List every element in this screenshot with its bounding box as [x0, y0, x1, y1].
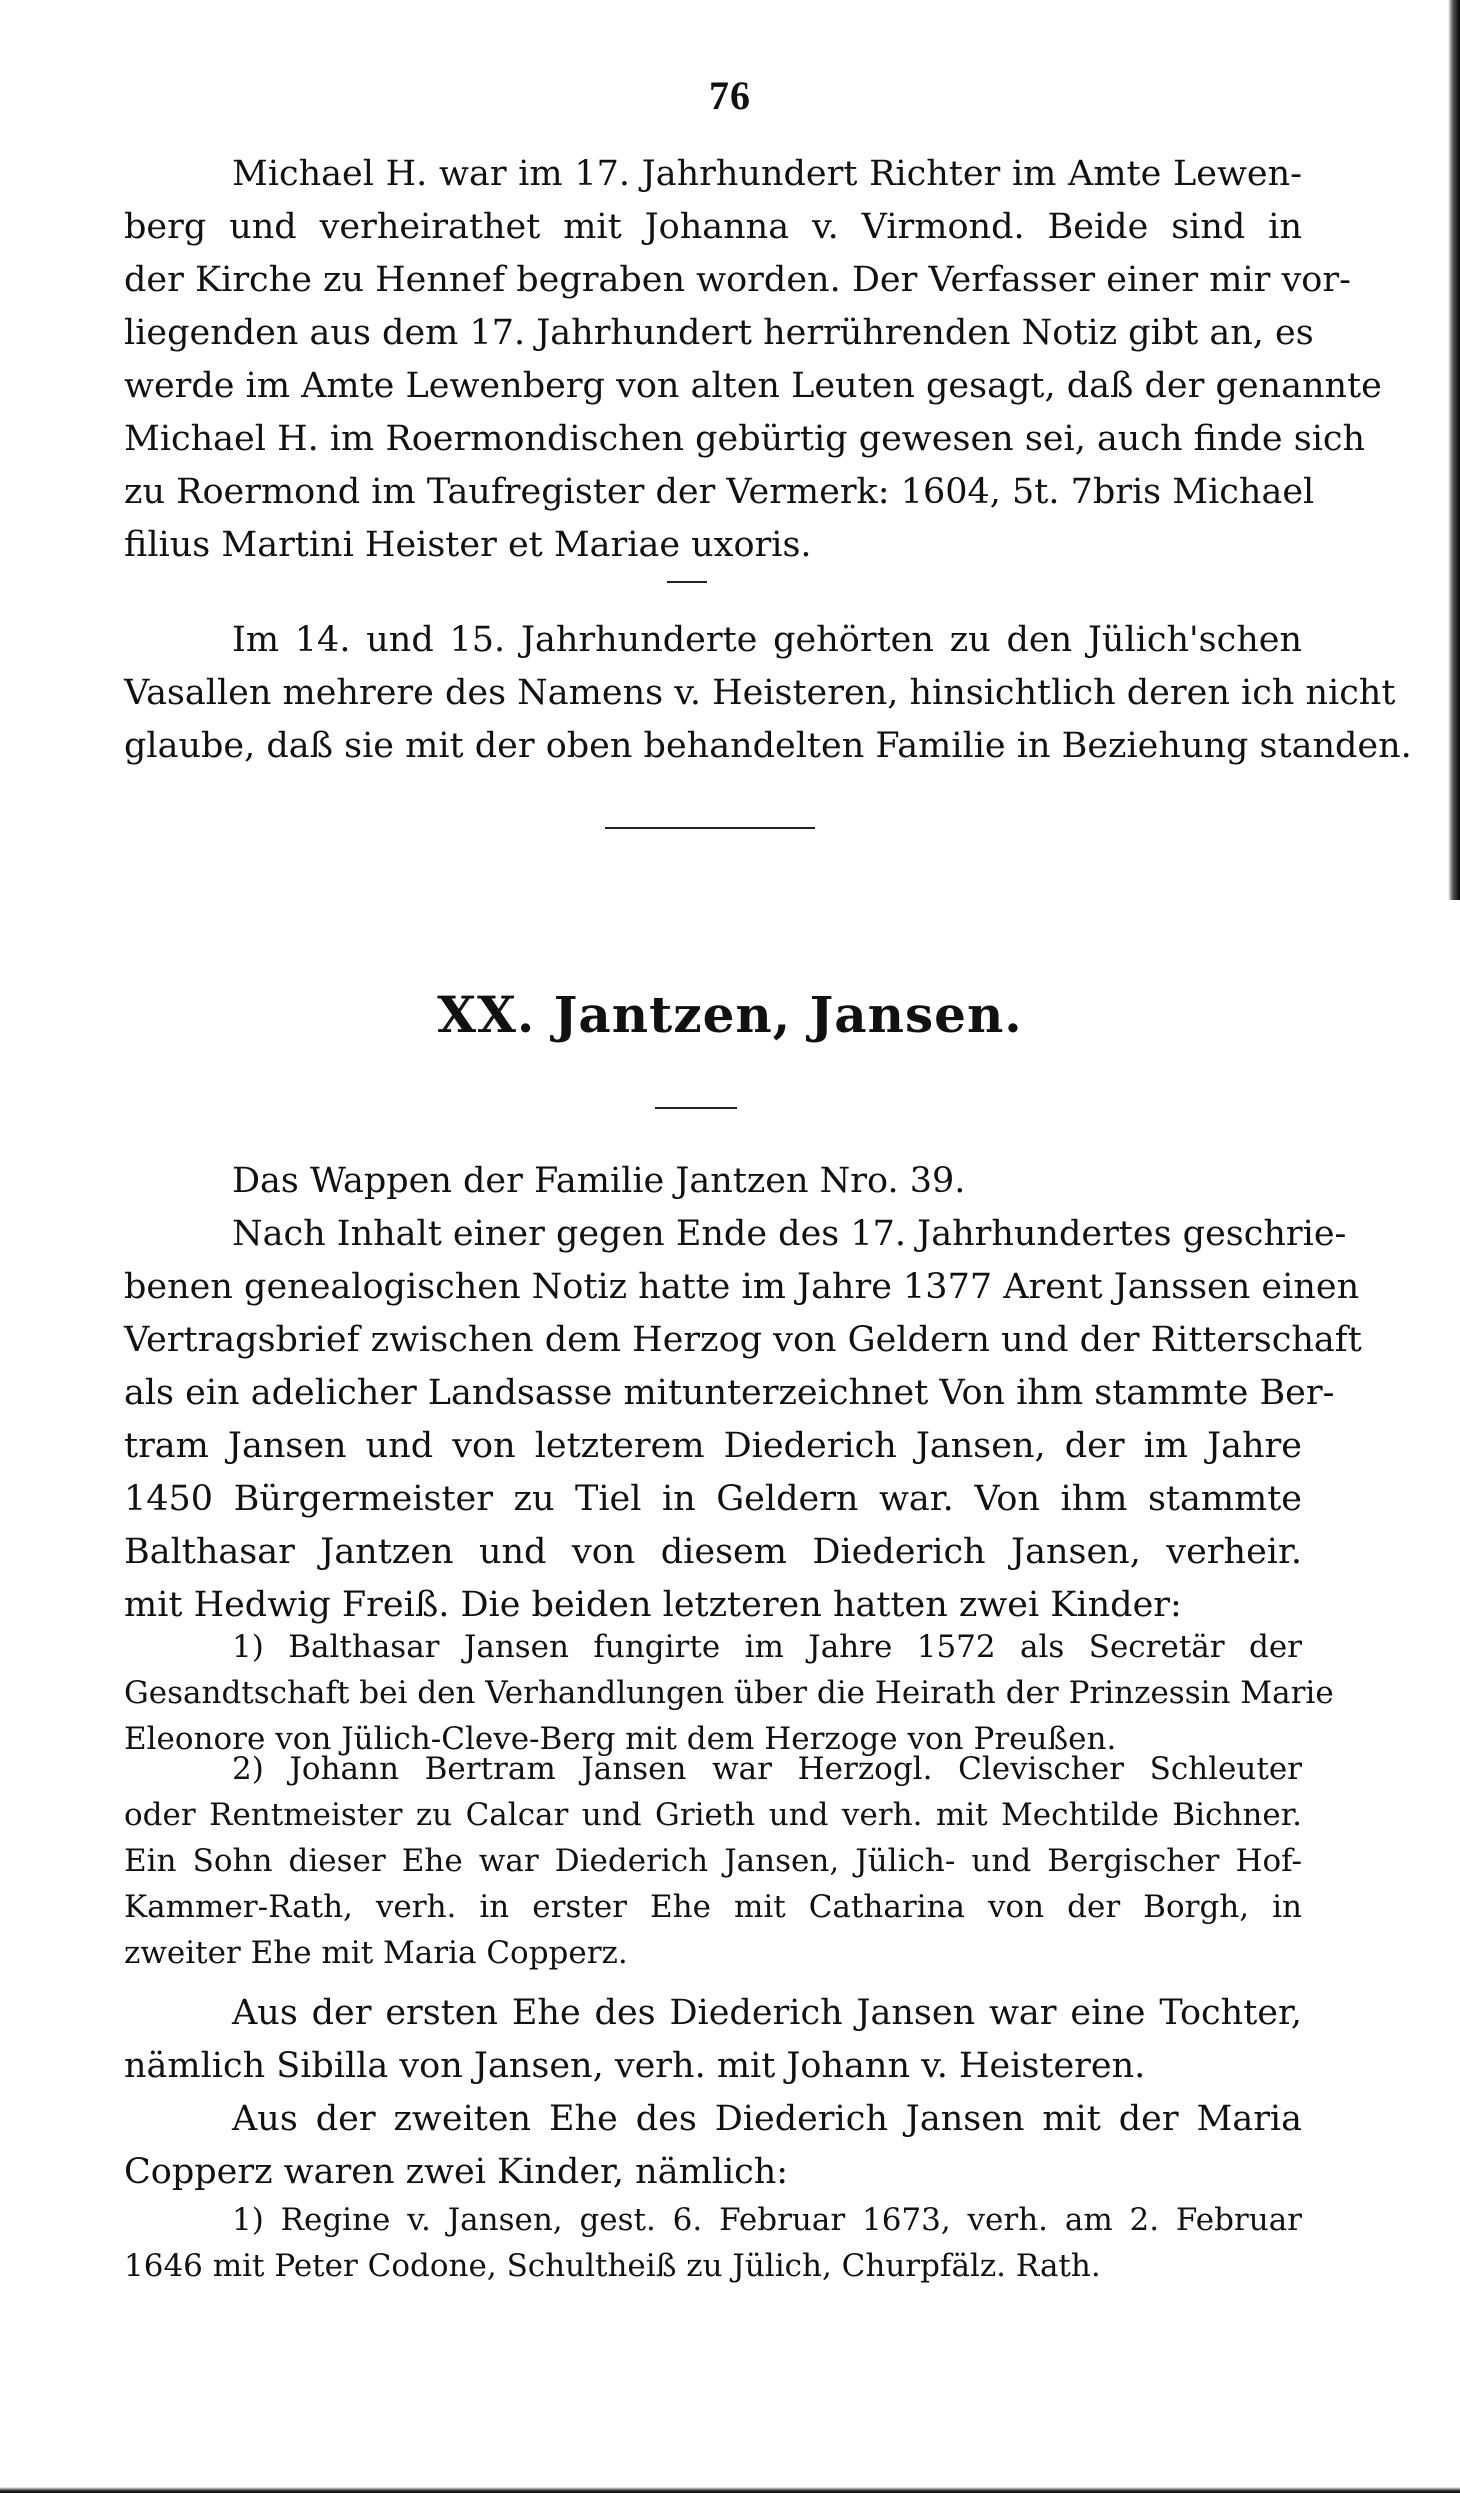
text-line: 1450 Bürgermeister zu Tiel in Geldern war. Von ihm stammte: [124, 1479, 1302, 1519]
text-line: berg und verheirathet mit Johanna v. Virmond. Beide sind in: [124, 207, 1302, 247]
coat-of-arms-line: [124, 1155, 1302, 1208]
scan-edge-artifact: [0, 2487, 1460, 2493]
text-line: nämlich Sibilla von Jansen, verh. mit Johann v. Heisteren.: [124, 2046, 1146, 2086]
page-number: 76: [709, 73, 751, 118]
paragraph-arent-janssen: [124, 1208, 1362, 1632]
text-line: Ein Sohn dieser Ehe war Diederich Jansen, Jülich- und Bergischer Hof-: [124, 1843, 1302, 1879]
text-line: tram Jansen und von letzterem Diederich Jansen, der im Jahre: [124, 1426, 1302, 1466]
text-line: werde im Amte Lewenberg von alten Leuten gesagt, daß der genannte: [124, 366, 1382, 406]
text-line: 2) Johann Bertram Jansen war Herzogl. Clevischer Schleuter: [232, 1751, 1302, 1787]
text-line: Das Wappen der Familie Jantzen Nro. 39.: [232, 1161, 966, 1201]
text-line: Copperz waren zwei Kinder, nämlich:: [124, 2152, 789, 2192]
text-line: Aus der zweiten Ehe des Diederich Jansen mit der Maria: [232, 2099, 1302, 2139]
text-line: benen genealogischen Notiz hatte im Jahre 1377 Arent Janssen einen: [124, 1267, 1360, 1307]
text-line: zu Roermond im Taufregister der Vermerk: 1604, 5t. 7bris Michael: [124, 472, 1315, 512]
text-line: filius Martini Heister et Mariae uxoris.: [124, 525, 812, 565]
paragraph-michael-h: [124, 148, 1382, 572]
paragraph-first-marriage: [124, 1987, 1302, 2093]
text-line: als ein adelicher Landsasse mitunterzeichnet Von ihm stammte Ber-: [124, 1373, 1335, 1413]
text-line: 1) Regine v. Jansen, gest. 6. Februar 1673, verh. am 2. Februar: [232, 2202, 1302, 2238]
list-item-johann-bertram: [124, 1746, 1302, 1976]
text-line: zweiter Ehe mit Maria Copperz.: [124, 1935, 628, 1971]
text-line: Kammer-Rath, verh. in erster Ehe mit Catharina von der Borgh, in: [124, 1889, 1302, 1925]
text-line: der Kirche zu Hennef begraben worden. Der Verfasser einer mir vor-: [124, 260, 1351, 300]
list-item-regine: [124, 2197, 1302, 2289]
text-line: Balthasar Jantzen und von diesem Diederich Jansen, verheir.: [124, 1532, 1302, 1572]
text-line: mit Hedwig Freiß. Die beiden letzteren hatten zwei Kinder:: [124, 1585, 1182, 1625]
paragraph-juelich-vasallen: [124, 614, 1412, 773]
scan-edge-artifact: [1448, 0, 1460, 900]
list-item-balthasar: [124, 1624, 1334, 1762]
text-line: Michael H. war im 17. Jahrhundert Richter im Amte Lewen-: [232, 154, 1302, 194]
text-line: 1646 mit Peter Codone, Schultheiß zu Jülich, Churpfälz. Rath.: [124, 2248, 1101, 2284]
text-line: glaube, daß sie mit der oben behandelten Familie in Beziehung standen.: [124, 726, 1412, 766]
text-line: Vasallen mehrere des Namens v. Heisteren, hinsichtlich deren ich nicht: [124, 673, 1396, 713]
text-line: Gesandtschaft bei den Verhandlungen über die Heirath der Prinzessin Marie: [124, 1675, 1334, 1711]
text-line: Michael H. im Roermondischen gebürtig gewesen sei, auch finde sich: [124, 419, 1366, 459]
text-line: Aus der ersten Ehe des Diederich Jansen war eine Tochter,: [232, 1993, 1302, 2033]
section-divider: [605, 827, 815, 829]
text-line: Nach Inhalt einer gegen Ende des 17. Jahrhundertes geschrie-: [232, 1214, 1347, 1254]
text-line: liegenden aus dem 17. Jahrhundert herrührenden Notiz gibt an, es: [124, 313, 1314, 353]
text-line: 1) Balthasar Jansen fungirte im Jahre 1572 als Secretär der: [232, 1629, 1302, 1665]
text-line: Vertragsbrief zwischen dem Herzog von Geldern und der Ritterschaft: [124, 1320, 1362, 1360]
text-line: Im 14. und 15. Jahrhunderte gehörten zu den Jülich'schen: [232, 620, 1302, 660]
text-line: Eleonore von Jülich-Cleve-Berg mit dem Herzoge von Preußen.: [124, 1721, 1117, 1757]
text-line: oder Rentmeister zu Calcar und Grieth und verh. mit Mechtilde Bichner.: [124, 1797, 1302, 1833]
paragraph-second-marriage: [124, 2093, 1302, 2199]
chapter-heading: XX. Jantzen, Jansen.: [437, 985, 1023, 1044]
heading-underline-divider: [655, 1107, 737, 1109]
short-divider: [667, 581, 707, 583]
